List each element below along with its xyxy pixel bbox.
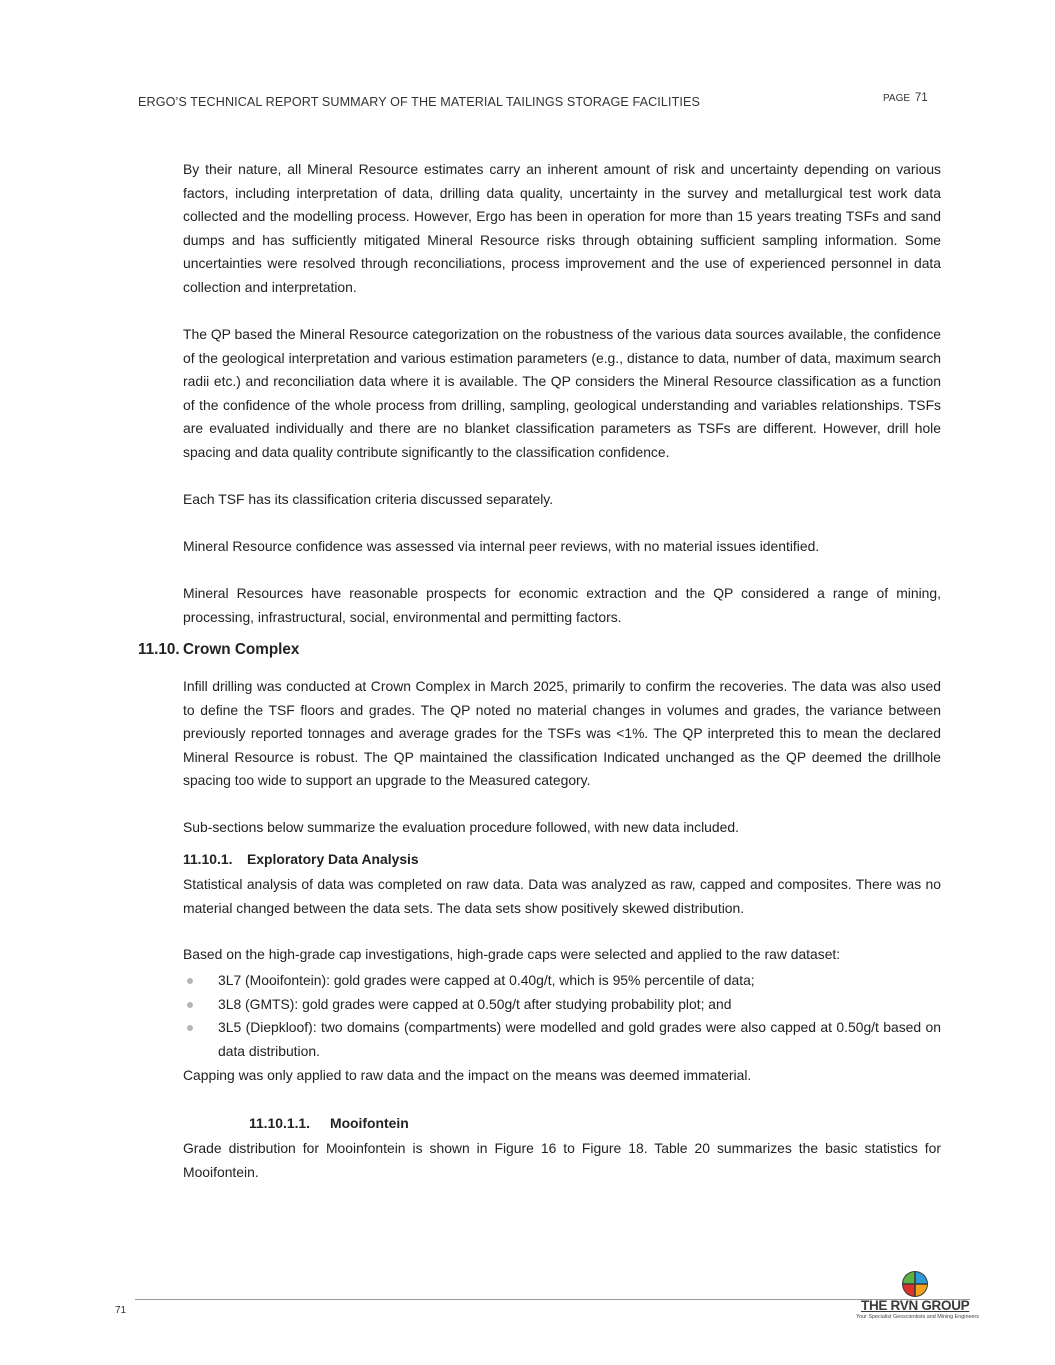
paragraph-infill-drilling: Infill drilling was conducted at Crown Complex in March 2025, primarily to confirm the recoveries. The data was also used to define the TSF floors and grades. The QP noted no material changes in volumes and grades, the variance between previously reported tonnages and average grades for the TSFs was <1%. The QP interpreted this to mean the declared Mineral Resource is robust. The QP maintained the classification Indicated unchanged as the QP deemed the drillhole spacing too wide to support an upgrade to the Measured category. xyxy=(183,678,941,788)
rvn-group-logo xyxy=(855,1270,977,1322)
bullet-icon xyxy=(187,978,193,984)
subsubsection-heading xyxy=(249,1115,409,1131)
paragraph-sub-sections: Sub-sections below summarize the evaluation procedure followed, with new data included. xyxy=(183,819,739,835)
paragraph-statistical-analysis: Statistical analysis of data was completed on raw data. Data was analyzed as raw, capped and composites. There was no material changed between the data sets. The data sets show positively skewed distribution. xyxy=(183,876,941,916)
paragraph-economic-extraction: Mineral Resources have reasonable prospects for economic extraction and the QP considered a range of mining, processing, infrastructural, social, environmental and permitting factors. xyxy=(183,585,941,625)
rvn-logo-icon xyxy=(901,1270,929,1298)
header-page-number xyxy=(883,92,928,104)
subsubsection-number: 11.10.1.1. xyxy=(249,1115,311,1131)
footer-page-number: 71 xyxy=(115,1305,127,1316)
page-number: 71 xyxy=(914,92,928,104)
subsection-number: 11.10.1. xyxy=(183,851,233,867)
subsection-title: Exploratory Data Analysis xyxy=(247,851,419,867)
section-number: 11.10. xyxy=(138,641,180,658)
footer-divider xyxy=(135,1299,970,1300)
list-item: 3L7 (Mooifontein): gold grades were capped at 0.40g/t, which is 95% percentile of data; xyxy=(183,969,941,993)
subsection-heading xyxy=(183,851,419,867)
paragraph-risk-uncertainty: By their nature, all Mineral Resource estimates carry an inherent amount of risk and uncertainty depending on various factors, including interpretation of data, drilling data quality, uncertainty in the survey and metallurgical test work data collected and the modelling process. However, Ergo has been in operation for more than 15 years treating TSFs and sand dumps and has sufficiently mitigated Mineral Resource risks through obtaining sufficient sampling information. Some uncertainties were resolved through reconciliations, process improvement and the use of experienced personnel in data collection and interpretation. xyxy=(183,161,941,295)
paragraph-classification-criteria: Each TSF has its classification criteria discussed separately. xyxy=(183,491,554,507)
list-item: 3L8 (GMTS): gold grades were capped at 0.50g/t after studying probability plot; and xyxy=(183,993,941,1017)
capping-list xyxy=(183,969,941,1063)
paragraph-capping-impact: Capping was only applied to raw data and the impact on the means was deemed immaterial. xyxy=(183,1067,752,1083)
section-title: Crown Complex xyxy=(183,641,300,658)
paragraph-peer-review: Mineral Resource confidence was assessed via internal peer reviews, with no material issues identified. xyxy=(183,538,820,554)
paragraph-high-grade-caps: Based on the high-grade cap investigations, high-grade caps were selected and applied to the raw dataset: xyxy=(183,946,841,962)
paragraph-categorization: The QP based the Mineral Resource categorization on the robustness of the various data sources available, the confidence of the geological interpretation and various estimation parameters (e.g., distance to data, number of data, maximum search radii etc.) and reconciliation data where it is available. The QP considers the Mineral Resource classification as a function of the confidence of the whole process from drilling, sampling, geological understanding and variables relationships. TSFs are evaluated individually and there are no blanket classification parameters as TSFs are different. However, drill hole spacing and data quality contribute significantly to the classification confidence. xyxy=(183,326,941,460)
page-label: PAGE xyxy=(883,93,911,104)
paragraph-grade-distribution: Grade distribution for Mooinfontein is shown in Figure 16 to Figure 18. Table 20 summarizes the basic statistics for Mooifontein. xyxy=(183,1140,941,1180)
logo-name: THE RVN GROUP xyxy=(861,1298,970,1313)
bullet-icon xyxy=(187,1002,193,1008)
subsubsection-title: Mooifontein xyxy=(330,1115,409,1131)
report-title: ERGO’S TECHNICAL REPORT SUMMARY OF THE MATERIAL TAILINGS STORAGE FACILITIES xyxy=(138,95,700,109)
logo-tagline: Your Specialist Geoscientists and Mining Engineers xyxy=(856,1314,979,1320)
list-item: 3L5 (Diepkloof): two domains (compartments) were modelled and gold grades were also capped at 0.50g/t based on data distribution. xyxy=(183,1016,941,1063)
bullet-icon xyxy=(187,1025,193,1031)
